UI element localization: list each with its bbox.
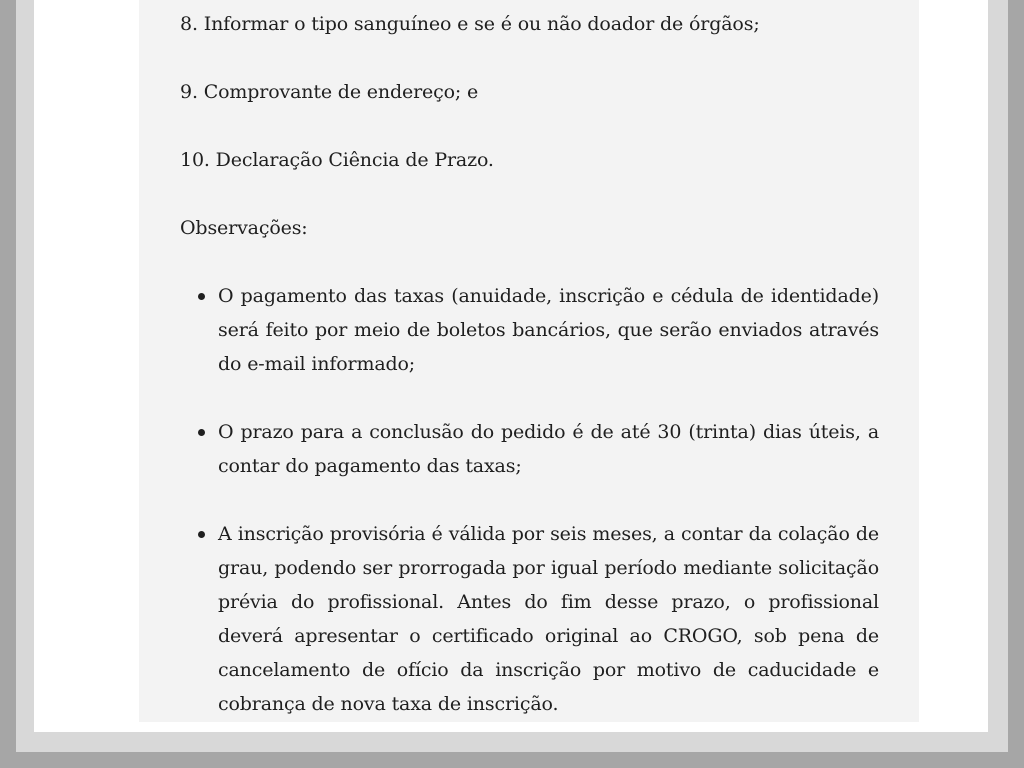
list-item: 10. Declaração Ciência de Prazo. bbox=[180, 149, 494, 171]
list-item: 8. Informar o tipo sanguíneo e se é ou não doador de órgãos; bbox=[180, 13, 760, 35]
bullet-icon bbox=[198, 429, 205, 436]
observations-heading: Observações: bbox=[180, 217, 308, 239]
bullet-icon bbox=[198, 293, 205, 300]
observation-item bbox=[218, 415, 879, 483]
observation-item bbox=[218, 279, 879, 381]
observation-text: O pagamento das taxas (anuidade, inscrição e cédula de identidade) será feito por meio de boletos bancários, que serão enviados através do e-mail informado; bbox=[218, 285, 879, 375]
bullet-icon bbox=[198, 531, 205, 538]
observation-text: O prazo para a conclusão do pedido é de até 30 (trinta) dias úteis, a contar do pagamento das taxas; bbox=[218, 421, 879, 477]
observation-item bbox=[218, 517, 879, 721]
list-item: 9. Comprovante de endereço; e bbox=[180, 81, 479, 103]
observation-text: A inscrição provisória é válida por seis meses, a contar da colação de grau, podendo ser prorrogada por igual período mediante solicitação prévia do profissional. Antes do fim desse prazo, o profissional deverá apresentar o certificado original ao CROGO, sob pena de cancelamento de ofício da inscrição por motivo de caducidade e cobrança de nova taxa de inscrição. bbox=[218, 523, 879, 715]
